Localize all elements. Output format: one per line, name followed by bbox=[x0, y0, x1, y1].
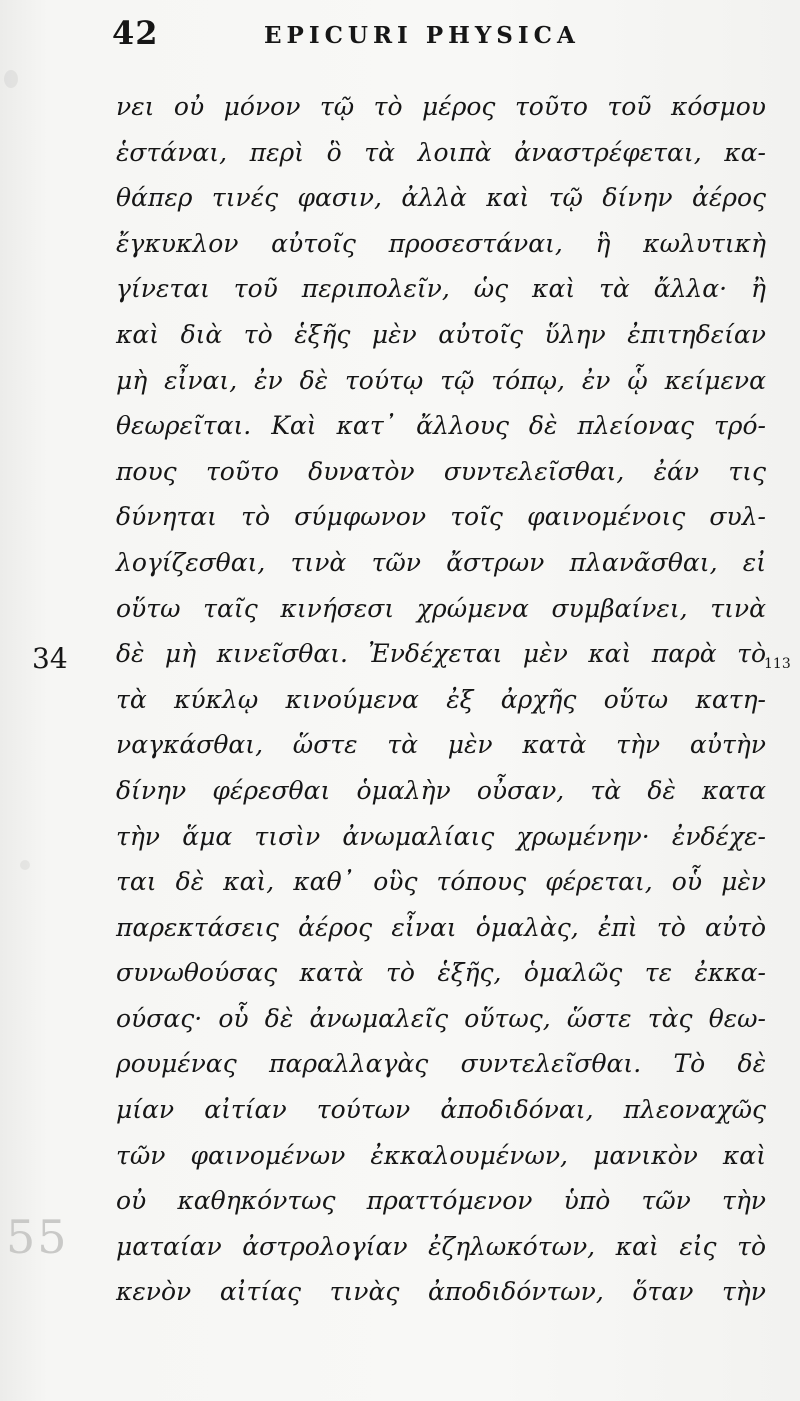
page-number: 42 bbox=[112, 14, 159, 52]
text-line: οὕτω ταῖς κινήσεσι χρώμενα συμβαίνει, τινὰ bbox=[116, 593, 766, 623]
text-line: παρεκτάσεις ἀέρος εἶναι ὁμαλὰς, ἐπὶ τὸ αὐτὸ bbox=[116, 912, 766, 942]
margin-reference-number: 113 bbox=[764, 656, 791, 672]
text-line: θάπερ τινές φασιν, ἀλλὰ καὶ τῷ δίνην ἀέρος bbox=[116, 183, 766, 213]
text-line: δὲ μὴ κινεῖσθαι. Ἐνδέχεται μὲν καὶ παρὰ τὸ bbox=[116, 639, 766, 669]
margin-section-number: 34 bbox=[32, 642, 68, 675]
text-line: ούσας· οὗ δὲ ἀνωμαλεῖς οὕτως, ὥστε τὰς θεω- bbox=[116, 1003, 766, 1033]
text-line: οὐ καθηκόντως πραττόμενον ὑπὸ τῶν τὴν bbox=[116, 1186, 766, 1216]
text-line: ναγκάσθαι, ὥστε τὰ μὲν κατὰ τὴν αὐτὴν bbox=[116, 730, 766, 760]
text-line: κενὸν αἰτίας τινὰς ἀποδιδόντων, ὅταν τὴν bbox=[116, 1277, 766, 1307]
greek-text-block bbox=[116, 84, 766, 1315]
text-line: καὶ διὰ τὸ ἑξῆς μὲν αὐτοῖς ὕλην ἐπιτηδείαν bbox=[116, 319, 766, 349]
text-line: ματαίαν ἀστρολογίαν ἐζηλωκότων, καὶ εἰς τὸ bbox=[116, 1231, 766, 1261]
paper-smudge bbox=[4, 70, 18, 88]
running-title: EPICURI PHYSICA bbox=[264, 22, 580, 49]
text-line: τῶν φαινομένων ἐκκαλουμένων, μανικὸν καὶ bbox=[116, 1140, 766, 1170]
page-header bbox=[112, 14, 600, 64]
text-line: ἑστάναι, περὶ ὃ τὰ λοιπὰ ἀναστρέφεται, κα- bbox=[116, 137, 766, 167]
text-line: δύνηται τὸ σύμφωνον τοῖς φαινομένοις συλ- bbox=[116, 502, 766, 532]
text-line: μίαν αἰτίαν τούτων ἀποδιδόναι, πλεοναχῶς bbox=[116, 1095, 766, 1125]
text-line: θεωρεῖται. Καὶ κατ᾽ ἄλλους δὲ πλείονας τρό- bbox=[116, 411, 766, 441]
text-line: ται δὲ καὶ, καθ᾽ οὓς τόπους φέρεται, οὗ μὲν bbox=[116, 867, 766, 897]
text-line: συνωθούσας κατὰ τὸ ἑξῆς, ὁμαλῶς τε ἐκκα- bbox=[116, 958, 766, 988]
text-line: πους τοῦτο δυνατὸν συντελεῖσθαι, ἐάν τις bbox=[116, 456, 766, 486]
text-line: τὴν ἅμα τισὶν ἀνωμαλίαις χρωμένην· ἐνδέχε- bbox=[116, 821, 766, 851]
text-line: ρουμένας παραλλαγὰς συντελεῖσθαι. Τὸ δὲ bbox=[116, 1049, 766, 1079]
text-line: μὴ εἶναι, ἐν δὲ τούτῳ τῷ τόπῳ, ἐν ᾧ κείμενα bbox=[116, 365, 766, 395]
text-line: δίνην φέρεσθαι ὁμαλὴν οὖσαν, τὰ δὲ κατα bbox=[116, 775, 766, 805]
text-line: νει οὐ μόνον τῷ τὸ μέρος τοῦτο τοῦ κόσμου bbox=[116, 92, 766, 121]
text-line: λογίζεσθαι, τινὰ τῶν ἄστρων πλανᾶσθαι, εἰ bbox=[116, 547, 766, 577]
paper-smudge bbox=[20, 860, 30, 870]
bleed-through-number: 55 bbox=[6, 1210, 69, 1264]
text-line: γίνεται τοῦ περιπολεῖν, ὡς καὶ τὰ ἄλλα· ἢ bbox=[116, 274, 766, 304]
text-line: ἔγκυκλον αὐτοῖς προσεστάναι, ἣ κωλυτικὴ bbox=[116, 228, 766, 258]
text-line: τὰ κύκλῳ κινούμενα ἐξ ἀρχῆς οὕτω κατη- bbox=[116, 684, 766, 714]
